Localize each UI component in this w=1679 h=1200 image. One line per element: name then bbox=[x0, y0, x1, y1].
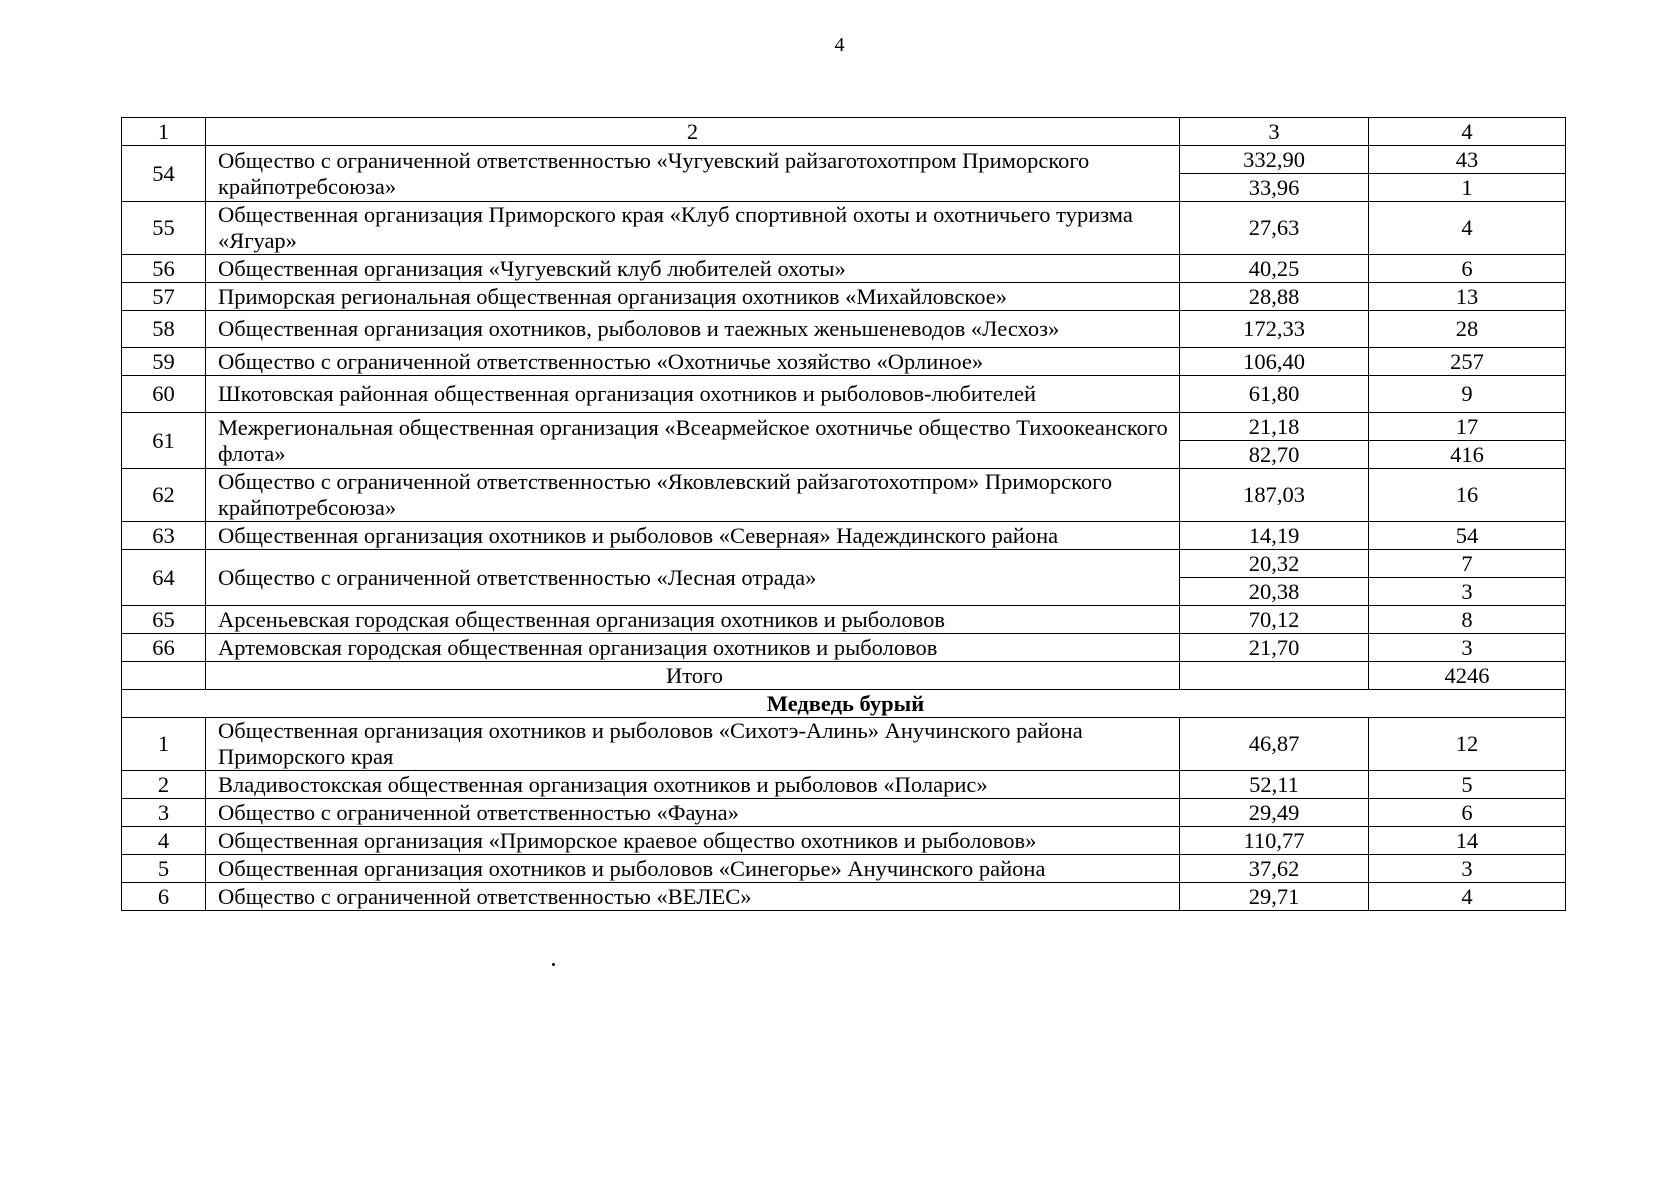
area-value: 70,12 bbox=[1180, 606, 1369, 634]
total-value: 4246 bbox=[1369, 662, 1566, 690]
row-number: 56 bbox=[122, 255, 206, 283]
row-number: 66 bbox=[122, 634, 206, 662]
area-value: 46,87 bbox=[1180, 718, 1369, 771]
section-header-row bbox=[122, 690, 1566, 718]
area-value: 21,70 bbox=[1180, 634, 1369, 662]
table-row bbox=[122, 348, 1566, 376]
organization-name: Общественная организация охотников, рыболовов и таежных женьшеневодов «Лесхоз» bbox=[206, 311, 1180, 348]
quota-table bbox=[121, 117, 1566, 911]
organization-name: Арсеньевская городская общественная организация охотников и рыболовов bbox=[206, 606, 1180, 634]
stray-dot-mark bbox=[552, 963, 555, 966]
quota-value: 416 bbox=[1369, 441, 1566, 469]
total-row bbox=[122, 662, 1566, 690]
area-value: 52,11 bbox=[1180, 771, 1369, 799]
area-value: 61,80 bbox=[1180, 376, 1369, 413]
row-number: 55 bbox=[122, 202, 206, 255]
row-number: 3 bbox=[122, 799, 206, 827]
row-number: 54 bbox=[122, 146, 206, 202]
quota-value: 257 bbox=[1369, 348, 1566, 376]
row-number: 1 bbox=[122, 718, 206, 771]
area-value: 20,38 bbox=[1180, 578, 1369, 606]
area-value: 40,25 bbox=[1180, 255, 1369, 283]
row-number: 57 bbox=[122, 283, 206, 311]
quota-value: 12 bbox=[1369, 718, 1566, 771]
organization-name: Общественная организация охотников и рыболовов «Северная» Надеждинского района bbox=[206, 522, 1180, 550]
table-row bbox=[122, 771, 1566, 799]
table-row bbox=[122, 146, 1566, 174]
quota-value: 9 bbox=[1369, 376, 1566, 413]
quota-value: 54 bbox=[1369, 522, 1566, 550]
table-row bbox=[122, 376, 1566, 413]
organization-name: Общественная организация «Приморское краевое общество охотников и рыболовов» bbox=[206, 827, 1180, 855]
row-number: 6 bbox=[122, 883, 206, 911]
organization-name: Владивостокская общественная организация охотников и рыболовов «Поларис» bbox=[206, 771, 1180, 799]
row-number: 64 bbox=[122, 550, 206, 606]
row-number: 4 bbox=[122, 827, 206, 855]
quota-value: 3 bbox=[1369, 578, 1566, 606]
column-number: 3 bbox=[1180, 118, 1369, 146]
area-value: 332,90 bbox=[1180, 146, 1369, 174]
area-value: 82,70 bbox=[1180, 441, 1369, 469]
area-value: 33,96 bbox=[1180, 174, 1369, 202]
quota-value: 16 bbox=[1369, 469, 1566, 522]
row-number: 62 bbox=[122, 469, 206, 522]
quota-value: 4 bbox=[1369, 883, 1566, 911]
organization-name: Общество с ограниченной ответственностью «Лесная отрада» bbox=[206, 550, 1180, 606]
quota-value: 6 bbox=[1369, 255, 1566, 283]
quota-value: 14 bbox=[1369, 827, 1566, 855]
row-number: 2 bbox=[122, 771, 206, 799]
area-value: 27,63 bbox=[1180, 202, 1369, 255]
quota-value: 7 bbox=[1369, 550, 1566, 578]
organization-name: Общественная организация «Чугуевский клуб любителей охоты» bbox=[206, 255, 1180, 283]
quota-value: 4 bbox=[1369, 202, 1566, 255]
quota-value: 17 bbox=[1369, 413, 1566, 441]
table-row bbox=[122, 522, 1566, 550]
quota-value: 5 bbox=[1369, 771, 1566, 799]
quota-value: 8 bbox=[1369, 606, 1566, 634]
column-number-row bbox=[122, 118, 1566, 146]
area-value: 106,40 bbox=[1180, 348, 1369, 376]
table-row bbox=[122, 413, 1566, 441]
area-value: 187,03 bbox=[1180, 469, 1369, 522]
table-row bbox=[122, 311, 1566, 348]
quota-value: 1 bbox=[1369, 174, 1566, 202]
organization-name: Общественная организация Приморского края «Клуб спортивной охоты и охотничьего туризма «Ягуар» bbox=[206, 202, 1180, 255]
quota-value: 3 bbox=[1369, 855, 1566, 883]
organization-name: Шкотовская районная общественная организация охотников и рыболовов-любителей bbox=[206, 376, 1180, 413]
table-row bbox=[122, 883, 1566, 911]
table-row bbox=[122, 718, 1566, 771]
area-value: 172,33 bbox=[1180, 311, 1369, 348]
organization-name: Общество с ограниченной ответственностью «Яковлевский райзаготохотпром» Приморского крайпотребсоюза» bbox=[206, 469, 1180, 522]
area-value: 29,71 bbox=[1180, 883, 1369, 911]
table-row bbox=[122, 827, 1566, 855]
organization-name: Артемовская городская общественная организация охотников и рыболовов bbox=[206, 634, 1180, 662]
table-row bbox=[122, 606, 1566, 634]
table-row bbox=[122, 799, 1566, 827]
table-row bbox=[122, 550, 1566, 578]
quota-value: 28 bbox=[1369, 311, 1566, 348]
page-number: 4 bbox=[834, 34, 845, 56]
total-label: Итого bbox=[206, 662, 1180, 690]
total-number-cell bbox=[122, 662, 206, 690]
quota-table-container bbox=[121, 117, 1565, 911]
area-value: 20,32 bbox=[1180, 550, 1369, 578]
row-number: 65 bbox=[122, 606, 206, 634]
quota-value: 6 bbox=[1369, 799, 1566, 827]
row-number: 61 bbox=[122, 413, 206, 469]
organization-name: Межрегиональная общественная организация «Всеармейское охотничье общество Тихоокеанского флота» bbox=[206, 413, 1180, 469]
total-area-cell bbox=[1180, 662, 1369, 690]
row-number: 5 bbox=[122, 855, 206, 883]
quota-value: 43 bbox=[1369, 146, 1566, 174]
organization-name: Общественная организация охотников и рыболовов «Сихотэ-Алинь» Анучинского района Приморского края bbox=[206, 718, 1180, 771]
organization-name: Общество с ограниченной ответственностью «ВЕЛЕС» bbox=[206, 883, 1180, 911]
table-row bbox=[122, 634, 1566, 662]
section-title: Медведь бурый bbox=[122, 690, 1566, 718]
organization-name: Общество с ограниченной ответственностью «Фауна» bbox=[206, 799, 1180, 827]
column-number: 1 bbox=[122, 118, 206, 146]
area-value: 21,18 bbox=[1180, 413, 1369, 441]
table-row bbox=[122, 469, 1566, 522]
quota-value: 3 bbox=[1369, 634, 1566, 662]
quota-value: 13 bbox=[1369, 283, 1566, 311]
row-number: 63 bbox=[122, 522, 206, 550]
area-value: 110,77 bbox=[1180, 827, 1369, 855]
quota-table-body bbox=[122, 118, 1566, 911]
area-value: 37,62 bbox=[1180, 855, 1369, 883]
area-value: 14,19 bbox=[1180, 522, 1369, 550]
organization-name: Общество с ограниченной ответственностью «Охотничье хозяйство «Орлиное» bbox=[206, 348, 1180, 376]
table-row bbox=[122, 283, 1566, 311]
organization-name: Общественная организация охотников и рыболовов «Синегорье» Анучинского района bbox=[206, 855, 1180, 883]
table-row bbox=[122, 202, 1566, 255]
row-number: 58 bbox=[122, 311, 206, 348]
organization-name: Приморская региональная общественная организация охотников «Михайловское» bbox=[206, 283, 1180, 311]
column-number: 2 bbox=[206, 118, 1180, 146]
table-row bbox=[122, 255, 1566, 283]
column-number: 4 bbox=[1369, 118, 1566, 146]
area-value: 28,88 bbox=[1180, 283, 1369, 311]
row-number: 59 bbox=[122, 348, 206, 376]
area-value: 29,49 bbox=[1180, 799, 1369, 827]
organization-name: Общество с ограниченной ответственностью «Чугуевский райзаготохотпром Приморского крайпотребсоюза» bbox=[206, 146, 1180, 202]
table-row bbox=[122, 855, 1566, 883]
row-number: 60 bbox=[122, 376, 206, 413]
